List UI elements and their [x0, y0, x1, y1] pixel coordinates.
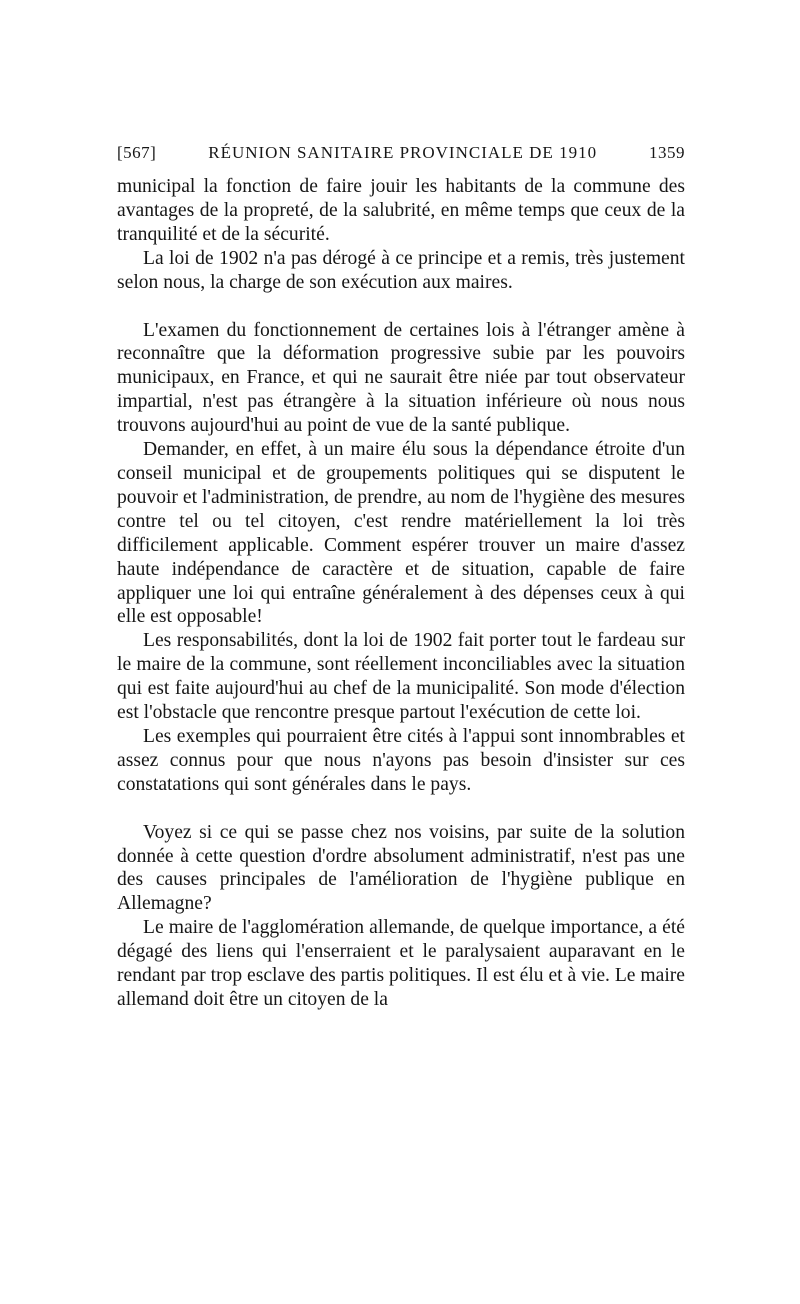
- paragraph: Voyez si ce qui se passe chez nos voisins, par suite de la solution donnée à cette question d'ordre absolument administratif, n'est pas une des causes principales de l'amélioration de l'hygiène publique en Allemagne?: [117, 821, 685, 915]
- running-header: [117, 143, 685, 175]
- paragraph: Demander, en effet, à un maire élu sous la dépendance étroite d'un conseil municipal et de groupements politiques qui se disputent le pouvoir et l'administration, de prendre, au nom de l'hygiène des mesures contre tel ou tel citoyen, c'est rendre matériellement la loi très difficilement applicable. Comment espérer trouver un maire d'assez haute indépendance de caractère et de situation, capable de faire appliquer une loi qui entraîne généralement à des dépenses ceux à qui elle est opposable!: [117, 439, 685, 628]
- page-number: 1359: [648, 143, 685, 162]
- paragraph: Les responsabilités, dont la loi de 1902 fait porter tout le fardeau sur le maire de la commune, sont réellement inconciliables avec la situation qui est faite aujourd'hui au chef de la municipalité. Son mode d'élection est l'obstacle que rencontre presque partout l'exécution de cette loi.: [117, 630, 685, 724]
- running-title: RÉUNION SANITAIRE PROVINCIALE DE 1910: [208, 143, 598, 162]
- paragraph-continuation: municipal la fonction de faire jouir les habitants de la commune des avantages de la propreté, de la salubrité, en même temps que ceux de la tranquilité et de la sécurité.: [117, 176, 685, 245]
- section-break: [117, 797, 685, 821]
- book-page: [117, 143, 685, 1012]
- section-break: [117, 295, 685, 319]
- paragraph: La loi de 1902 n'a pas dérogé à ce principe et a remis, très justement selon nous, la charge de son exécution aux maires.: [117, 247, 685, 293]
- paragraph: L'examen du fonctionnement de certaines lois à l'étranger amène à reconnaître que la déformation progressive subie par les pouvoirs municipaux, en France, et qui ne saurait être niée par tout observateur impartial, n'est pas étrangère à la situation inférieure où nous nous trouvons aujourd'hui au point de vue de la santé publique.: [117, 319, 685, 437]
- page-reference: [567]: [117, 143, 157, 162]
- paragraph: Le maire de l'agglomération allemande, de quelque importance, a été dégagé des liens qui l'enserraient et le paralysaient auparavant en le rendant par trop esclave des partis politiques. Il est élu et à vie. Le maire allemand doit être un citoyen de la: [117, 917, 686, 1010]
- paragraph: Les exemples qui pourraient être cités à l'appui sont innombrables et assez connus pour que nous n'ayons pas besoin d'insister sur ces constatations qui sont générales dans le pays.: [117, 725, 685, 795]
